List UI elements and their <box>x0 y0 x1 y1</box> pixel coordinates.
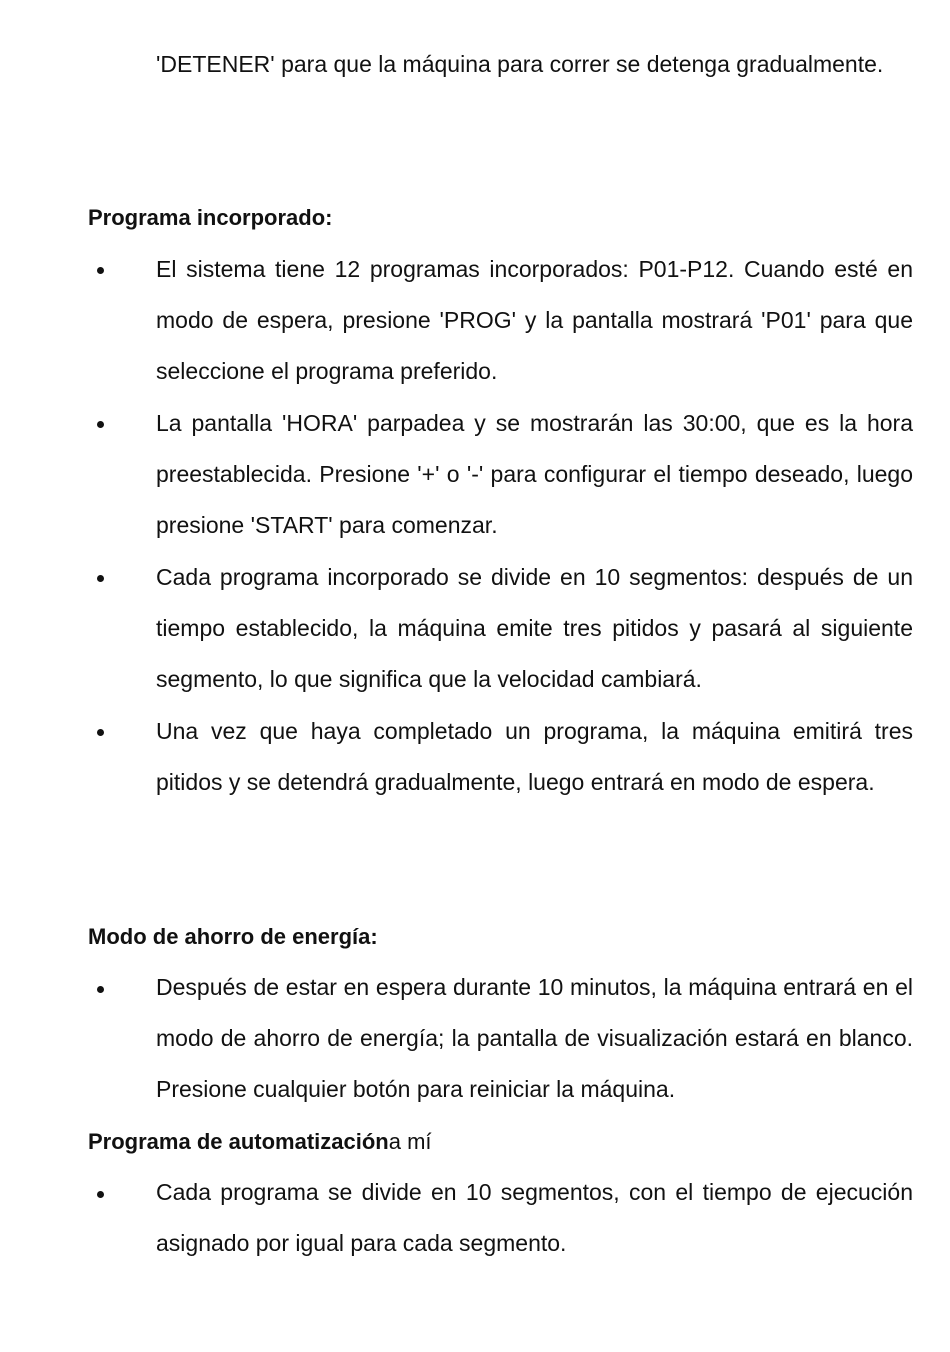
bullet-icon <box>97 267 107 277</box>
bullet-icon <box>97 1191 107 1201</box>
bullet-icon <box>97 729 107 739</box>
automation-item-1: Cada programa se divide en 10 segmentos, con el tiempo de ejecución asignado por igual para cada segmento. <box>156 1179 913 1256</box>
bullet-icon <box>97 421 107 431</box>
bullet-icon <box>97 986 107 996</box>
bullet-icon <box>97 575 107 585</box>
section-heading-energy-saving: Modo de ahorro de energía: <box>88 924 378 949</box>
builtin-item-3: Cada programa incorporado se divide en 10 segmentos: después de un tiempo establecido, la máquina emite tres pitidos y pasará al siguiente segmento, lo que significa que la velocidad cambiará. <box>156 564 913 692</box>
automation-heading-bold: Programa de automatización <box>88 1129 389 1154</box>
energy-item-1: Después de estar en espera durante 10 minutos, la máquina entrará en el modo de ahorro de energía; la pantalla de visualización estará en blanco. Presione cualquier botón para reiniciar la máquina. <box>156 974 913 1102</box>
intro-continuation-text: 'DETENER' para que la máquina para correr se detenga gradualmente. <box>156 51 884 77</box>
section-heading-builtin-programs: Programa incorporado: <box>88 205 333 230</box>
builtin-item-2: La pantalla 'HORA' parpadea y se mostrarán las 30:00, que es la hora preestablecida. Presione '+' o '-' para configurar el tiempo deseado, luego presione 'START' para comenzar. <box>156 410 913 538</box>
builtin-item-4: Una vez que haya completado un programa, la máquina emitirá tres pitidos y se detendrá gradualmente, luego entrará en modo de espera. <box>156 718 913 795</box>
section-heading-automation <box>88 1127 432 1157</box>
builtin-item-1: El sistema tiene 12 programas incorporados: P01-P12. Cuando esté en modo de espera, presione 'PROG' y la pantalla mostrará 'P01' para que seleccione el programa preferido. <box>156 256 913 384</box>
automation-heading-suffix: a mí <box>388 1129 432 1154</box>
